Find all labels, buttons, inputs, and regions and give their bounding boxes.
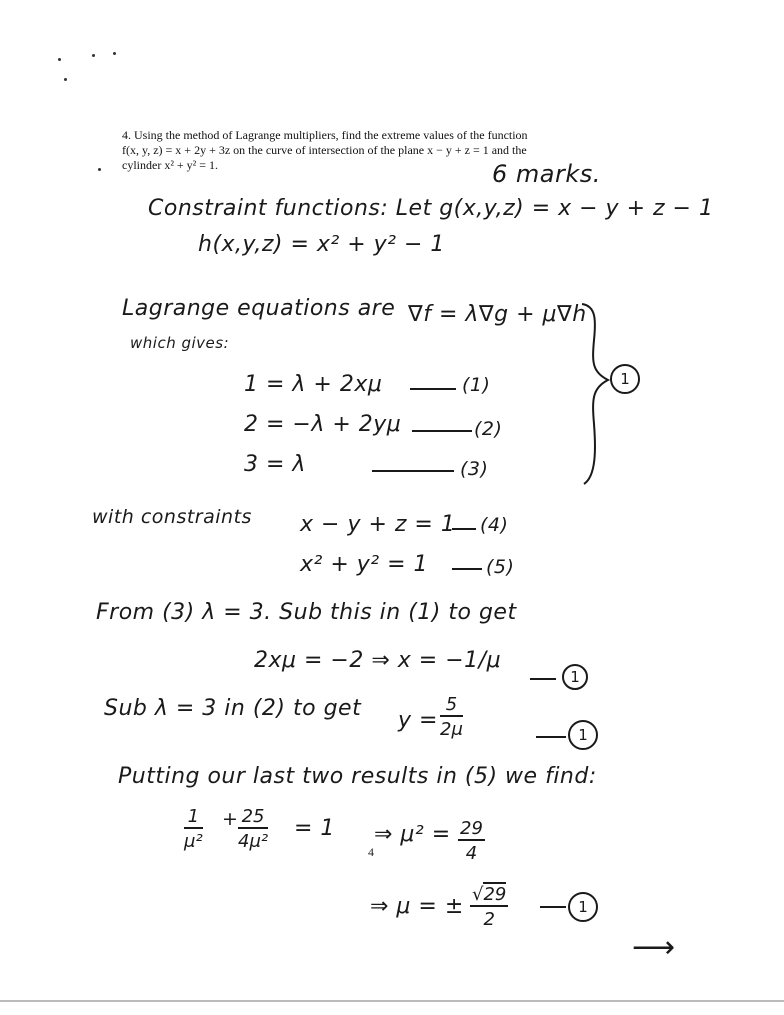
- equation-2-tag: (2): [474, 418, 503, 440]
- sqrt-value: 29: [483, 884, 507, 905]
- equation-3-tag: (3): [460, 458, 489, 480]
- implies-mu: ⇒ μ = ±: [370, 894, 464, 919]
- equation-5: x² + y² = 1: [300, 552, 429, 577]
- speck: [113, 52, 116, 55]
- equals-one: = 1: [294, 816, 335, 841]
- fraction-denominator: 2: [483, 909, 495, 930]
- dash-line: [410, 388, 456, 390]
- equation-4-tag: (4): [480, 514, 509, 536]
- mu-fraction: [470, 884, 508, 930]
- dash-line: [452, 528, 476, 530]
- speck: [92, 54, 95, 57]
- sub-y-step: Sub λ = 3 in (2) to get: [104, 696, 362, 721]
- equation-2: 2 = −λ + 2yμ: [244, 412, 402, 437]
- y-fraction: [440, 694, 463, 740]
- fraction-denominator: 4: [465, 843, 478, 864]
- y-lhs: y =: [398, 708, 438, 733]
- fraction-numerator: 29: [460, 818, 483, 839]
- dash-line: [540, 906, 566, 908]
- question-line: cylinder x² + y² = 1.: [122, 158, 219, 172]
- which-gives: which gives:: [130, 334, 230, 352]
- gradient-equation: ∇f = λ∇g + μ∇h: [408, 302, 587, 327]
- continue-arrow: ⟶: [632, 930, 676, 965]
- fraction-one-over-mu2: [184, 806, 203, 852]
- implies-mu-squared: ⇒ μ² =: [374, 822, 451, 847]
- question-line: f(x, y, z) = x + 2y + 3z on the curve of intersection of the plane x − y + z = 1 and the: [122, 143, 527, 157]
- mark-circle: 1: [562, 664, 588, 690]
- page-bottom-edge: [0, 1000, 784, 1002]
- dash-line: [536, 736, 566, 738]
- lagrange-heading: Lagrange equations are: [122, 296, 396, 321]
- marks-note: 6 marks.: [492, 160, 601, 188]
- putting-step: Putting our last two results in (5) we find:: [118, 764, 597, 789]
- dash-line: [412, 430, 472, 432]
- constraint-line-1: Constraint functions: Let g(x,y,z) = x − y + z − 1: [148, 196, 714, 221]
- x-result: 2xμ = −2 ⇒ x = −1/μ: [254, 648, 502, 673]
- fraction-denominator: μ²: [184, 831, 203, 852]
- equation-1-tag: (1): [462, 374, 491, 396]
- speck: [64, 78, 67, 81]
- y-denominator: 2μ: [440, 719, 463, 740]
- mark-circle: 1: [610, 364, 640, 394]
- equation-5-tag: (5): [486, 556, 515, 578]
- question-line: 4. Using the method of Lagrange multipliers, find the extreme values of the function: [122, 128, 528, 142]
- constraints-label: with constraints: [92, 506, 252, 528]
- dash-line: [372, 470, 454, 472]
- speck: [58, 58, 61, 61]
- dash-line: [530, 678, 556, 680]
- equation-3: 3 = λ: [244, 452, 306, 477]
- mu-squared-fraction: [458, 818, 485, 864]
- page-number: 4: [368, 845, 374, 859]
- fraction-numerator: 1: [184, 806, 203, 829]
- fraction-numerator: 25: [238, 806, 268, 829]
- equation-4: x − y + z = 1: [300, 512, 456, 537]
- dash-line: [452, 568, 482, 570]
- fraction-denominator: 4μ²: [238, 831, 269, 852]
- from-3-step: From (3) λ = 3. Sub this in (1) to get: [96, 600, 517, 625]
- plus-sign: +: [222, 808, 239, 830]
- mark-circle: 1: [568, 892, 598, 922]
- constraint-line-2: h(x,y,z) = x² + y² − 1: [198, 232, 445, 257]
- equation-1: 1 = λ + 2xμ: [244, 372, 383, 397]
- y-numerator: 5: [440, 694, 463, 717]
- mark-circle: 1: [568, 720, 598, 750]
- right-brace: [578, 300, 614, 490]
- fraction-numerator: [470, 884, 508, 907]
- sqrt-symbol: √: [472, 884, 484, 905]
- speck: [98, 168, 101, 171]
- fraction-25-over-4mu2: [238, 806, 268, 852]
